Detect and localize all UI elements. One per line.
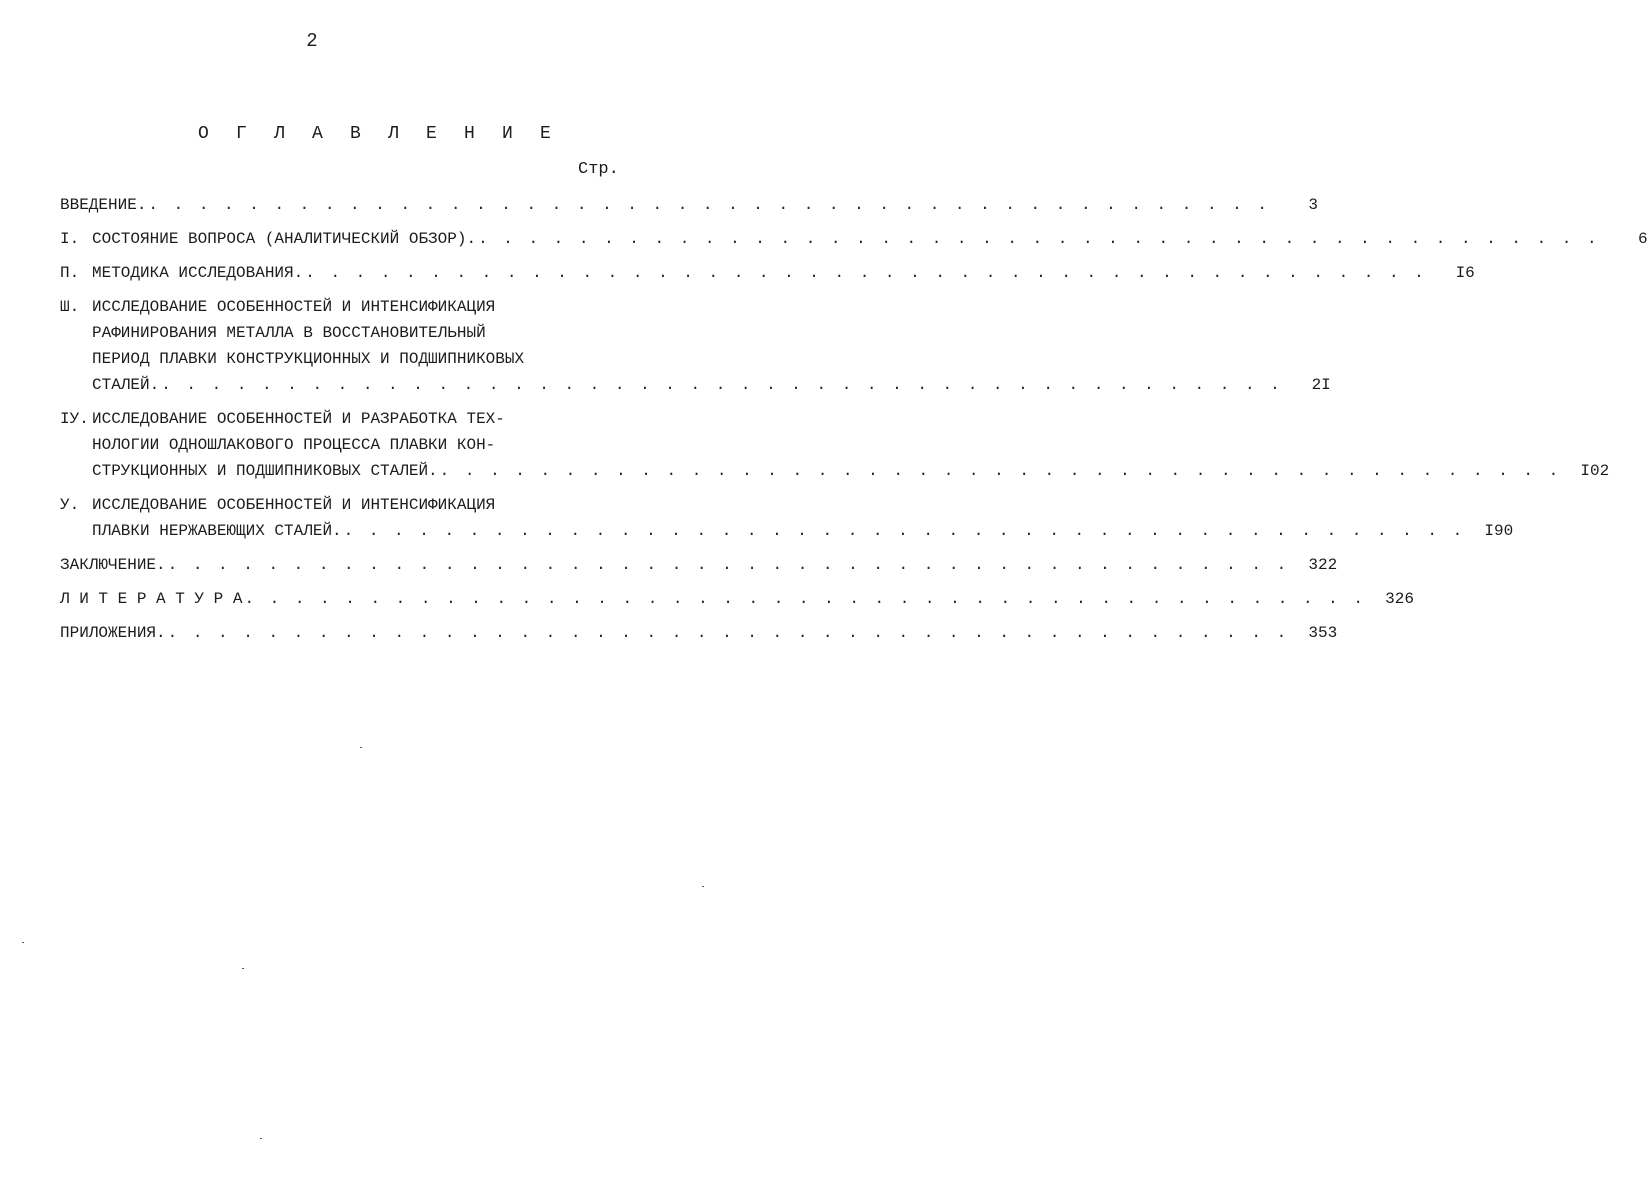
toc-entry xyxy=(60,586,1414,612)
toc-entry xyxy=(60,226,1648,252)
toc-entry-text: ИССЛЕДОВАНИЕ ОСОБЕННОСТЕЙ И ИНТЕНСИФИКАЦИЯ xyxy=(92,496,496,514)
toc-entry xyxy=(60,260,1475,286)
toc-entry-number: Ш. xyxy=(60,298,80,316)
toc-entry-page: 322 xyxy=(1308,556,1338,574)
toc-entry-line xyxy=(60,406,626,432)
toc-entry xyxy=(60,620,1338,646)
toc-entry xyxy=(60,192,1318,218)
toc-entry-page: I6 xyxy=(1455,264,1475,282)
toc-entry-page: 2I xyxy=(1311,376,1331,394)
toc-entry-text: Л И Т Е Р А Т У Р А xyxy=(60,590,243,608)
toc-entry-line xyxy=(60,432,626,458)
toc-entry-page: 326 xyxy=(1385,590,1414,608)
toc-entry xyxy=(60,406,1610,484)
toc-entry-line xyxy=(60,320,626,346)
toc-entry xyxy=(60,492,1514,544)
toc-entry-page: I02 xyxy=(1580,462,1610,480)
toc-entry-page: 353 xyxy=(1308,624,1338,642)
page-column-label: Стр. xyxy=(578,160,619,179)
toc-entry-line xyxy=(60,552,1338,578)
toc-leader-dots: . . . . . . . . . . . . . . . . . . . . . . . . . . . . . . . . . . . . . . . . . . . . . xyxy=(478,230,1600,248)
table-of-contents xyxy=(60,192,1648,654)
toc-entry-text: СТРУКЦИОННЫХ И ПОДШИПНИКОВЫХ СТАЛЕЙ. xyxy=(92,462,438,480)
toc-entry-text: СОСТОЯНИЕ ВОПРОСА (АНАЛИТИЧЕСКИЙ ОБЗОР). xyxy=(92,230,477,248)
toc-entry-line xyxy=(60,226,1648,252)
toc-entry-text: СТАЛЕЙ. xyxy=(92,376,160,394)
toc-entry-number: IУ. xyxy=(60,410,89,428)
toc-entry-text: ЗАКЛЮЧЕНИЕ. xyxy=(60,556,166,574)
toc-entry-line xyxy=(60,192,1318,218)
toc-leader-dots: . . . . . . . . . . . . . . . . . . . . . . . . . . . . . . . . . . . . . . . . . . . . . xyxy=(167,556,1290,574)
toc-entry-text: ИССЛЕДОВАНИЕ ОСОБЕННОСТЕЙ И ИНТЕНСИФИКАЦИЯ xyxy=(92,298,496,316)
toc-entry-line xyxy=(60,492,626,518)
toc-leader-dots: . . . . . . . . . . . . . . . . . . . . . . . . . . . . . . . . . . . . . . . . . . . . . xyxy=(343,522,1466,540)
toc-entry-line xyxy=(60,294,626,320)
toc-entry-line xyxy=(60,458,1610,484)
toc-entry-text: МЕТОДИКА ИССЛЕДОВАНИЯ. xyxy=(92,264,304,282)
toc-entry-number: П. xyxy=(60,264,80,282)
toc-entry-page: 3 xyxy=(1308,196,1318,214)
toc-entry-text: ПЕРИОД ПЛАВКИ КОНСТРУКЦИОННЫХ И ПОДШИПНИКОВЫХ xyxy=(92,350,525,368)
toc-entry-text: ПРИЛОЖЕНИЯ. xyxy=(60,624,166,642)
toc-leader-dots: . . . . . . . . . . . . . . . . . . . . . . . . . . . . . . . . . . . . . . . . . . . . . xyxy=(305,264,1427,282)
toc-entry-line xyxy=(60,372,1331,398)
toc-entry xyxy=(60,294,1331,398)
toc-entry-text: РАФИНИРОВАНИЯ МЕТАЛЛА В ВОССТАНОВИТЕЛЬНЫЙ xyxy=(92,324,486,342)
toc-entry-text: ИССЛЕДОВАНИЕ ОСОБЕННОСТЕЙ И РАЗРАБОТКА ТЕХ- xyxy=(92,410,505,428)
toc-leader-dots: . . . . . . . . . . . . . . . . . . . . . . . . . . . . . . . . . . . . . . . . . . . . . xyxy=(161,376,1283,394)
toc-entry-page: I90 xyxy=(1484,522,1514,540)
toc-entry-number: I. xyxy=(60,230,80,248)
toc-entry xyxy=(60,552,1338,578)
toc-entry-line xyxy=(60,260,1475,286)
toc-leader-dots: . . . . . . . . . . . . . . . . . . . . . . . . . . . . . . . . . . . . . . . . . . . . . xyxy=(244,590,1366,608)
toc-entry-page: 6 xyxy=(1638,230,1648,248)
toc-entry-text: ВВЕДЕНИЕ. xyxy=(60,196,147,214)
toc-leader-dots: . . . . . . . . . . . . . . . . . . . . . . . . . . . . . . . . . . . . . . . . . . . . . xyxy=(167,624,1290,642)
page-number: 2 xyxy=(306,30,318,52)
toc-entry-line xyxy=(60,346,626,372)
toc-entry-text: ПЛАВКИ НЕРЖАВЕЮЩИХ СТАЛЕЙ. xyxy=(92,522,342,540)
toc-entry-line xyxy=(60,586,1414,612)
toc-entry-line xyxy=(60,518,1514,544)
toc-leader-dots: . . . . . . . . . . . . . . . . . . . . . . . . . . . . . . . . . . . . . . . . . . . . . xyxy=(439,462,1562,480)
toc-leader-dots: . . . . . . . . . . . . . . . . . . . . . . . . . . . . . . . . . . . . . . . . . . . . . xyxy=(148,196,1270,214)
toc-entry-line xyxy=(60,620,1338,646)
toc-title: О Г Л А В Л Е Н И Е xyxy=(198,124,560,144)
toc-entry-text: НОЛОГИИ ОДНОШЛАКОВОГО ПРОЦЕССА ПЛАВКИ КОН- xyxy=(92,436,496,454)
toc-entry-number: У. xyxy=(60,496,80,514)
